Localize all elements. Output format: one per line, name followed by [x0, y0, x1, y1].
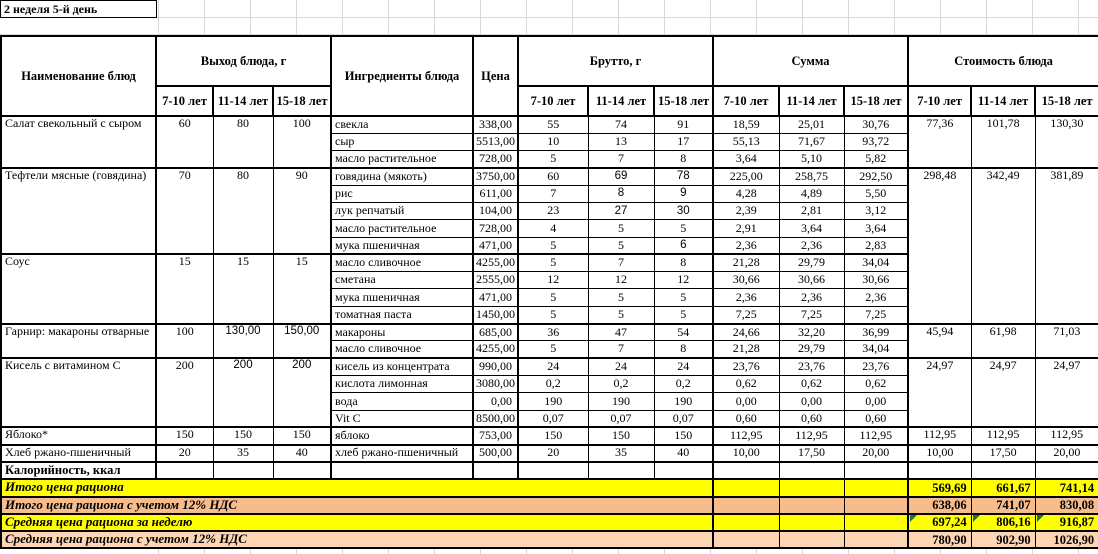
summary-value-cell[interactable] — [908, 531, 971, 548]
table-row — [1, 324, 1098, 341]
sum-cell[interactable]: 292,50 — [844, 168, 908, 185]
header-output-age-1[interactable]: 7-10 лет — [156, 86, 213, 116]
gross-cell[interactable]: 20 — [518, 445, 588, 462]
summary-label-cell[interactable]: Итого цена рациона с учетом 12% НДС — [1, 497, 713, 514]
summary-label-cell[interactable]: Итого цена рациона — [1, 479, 713, 496]
header-cost-age-1[interactable]: 7-10 лет — [908, 86, 971, 116]
dish-output-cell[interactable]: 80 — [213, 168, 273, 254]
ingredient-name-cell[interactable]: кислота лимонная — [331, 375, 473, 392]
ingredient-price-cell[interactable]: 8500,00 — [473, 410, 518, 427]
summary-value-cell[interactable] — [908, 479, 971, 496]
gross-cell[interactable]: 5 — [654, 220, 713, 237]
sheet-title-cell[interactable] — [0, 0, 157, 18]
dish-output-cell[interactable]: 15 — [156, 254, 213, 323]
dish-name-cell[interactable]: Соус — [1, 254, 156, 323]
sum-cell[interactable]: 0,60 — [779, 410, 844, 427]
ingredient-name-cell[interactable]: рис — [331, 185, 473, 202]
cost-cell[interactable]: 77,36 — [908, 116, 971, 168]
ingredient-name-cell[interactable]: макароны — [331, 324, 473, 341]
sum-cell[interactable]: 2,36 — [779, 237, 844, 254]
dish-output-cell[interactable]: 40 — [273, 445, 331, 462]
summary-value: 902,90 — [996, 532, 1031, 547]
cost-cell[interactable]: 381,89 — [1035, 168, 1098, 324]
gross-cell[interactable]: 5 — [518, 237, 588, 254]
gross-cell[interactable]: 5 — [654, 306, 713, 323]
empty-cell[interactable] — [971, 462, 1035, 479]
empty-cell[interactable] — [156, 462, 213, 479]
gross-cell[interactable]: 5 — [588, 237, 654, 254]
ingredient-name-cell[interactable]: свекла — [331, 116, 473, 133]
dish-output-cell[interactable]: 200 — [273, 358, 331, 427]
empty-cell[interactable] — [908, 462, 971, 479]
gross-cell[interactable]: 17 — [654, 133, 713, 150]
summary-row — [1, 531, 1098, 548]
sum-cell[interactable]: 112,95 — [779, 427, 844, 444]
summary-value-cell[interactable] — [1035, 497, 1098, 514]
dish-output-cell[interactable]: 35 — [213, 445, 273, 462]
ingredient-price-cell[interactable]: 611,00 — [473, 185, 518, 202]
ingredient-price-cell[interactable]: 728,00 — [473, 220, 518, 237]
sum-cell[interactable]: 34,04 — [844, 341, 908, 358]
dish-output-cell[interactable]: 150 — [273, 427, 331, 444]
table-body — [1, 116, 1098, 548]
sum-cell[interactable]: 17,50 — [779, 445, 844, 462]
gross-cell[interactable]: 7 — [588, 151, 654, 168]
gross-cell[interactable]: 47 — [588, 324, 654, 341]
header-cost-group[interactable]: Стоимость блюда — [908, 36, 1098, 86]
dish-output-cell[interactable]: 200 — [213, 358, 273, 427]
cost-cell[interactable]: 101,78 — [971, 116, 1035, 168]
ingredient-name-cell[interactable]: масло растительное — [331, 151, 473, 168]
cost-cell[interactable]: 45,94 — [908, 324, 971, 359]
table-row — [1, 116, 1098, 133]
sum-cell[interactable]: 23,76 — [779, 358, 844, 375]
cost-cell[interactable]: 20,00 — [1035, 445, 1098, 462]
sum-cell[interactable]: 3,64 — [844, 220, 908, 237]
empty-cell[interactable] — [473, 462, 518, 479]
cost-cell[interactable]: 298,48 — [908, 168, 971, 324]
gross-cell[interactable]: 13 — [588, 133, 654, 150]
table-row — [1, 445, 1098, 462]
gross-cell[interactable]: 0,07 — [654, 410, 713, 427]
dish-output-cell[interactable]: 20 — [156, 445, 213, 462]
header-sum-group[interactable]: Сумма — [713, 36, 908, 86]
empty-cell[interactable] — [713, 514, 779, 531]
calories-label-cell[interactable]: Калорийность, ккал — [1, 462, 156, 479]
gross-cell[interactable]: 4 — [518, 220, 588, 237]
header-sum-age-2[interactable]: 11-14 лет — [779, 86, 844, 116]
sum-cell[interactable]: 24,66 — [713, 324, 779, 341]
gross-cell[interactable]: 69 — [588, 168, 654, 185]
ingredient-price-cell[interactable]: 471,00 — [473, 289, 518, 306]
dish-output-cell[interactable]: 200 — [156, 358, 213, 427]
summary-value-cell[interactable] — [971, 497, 1035, 514]
ingredient-price-cell[interactable]: 4255,00 — [473, 254, 518, 271]
dish-output-cell[interactable]: 60 — [156, 116, 213, 168]
empty-cell[interactable] — [779, 479, 844, 496]
sum-cell[interactable]: 4,89 — [779, 185, 844, 202]
summary-value: 830,08 — [1059, 497, 1095, 512]
sum-cell[interactable]: 0,00 — [713, 393, 779, 410]
gross-cell[interactable]: 12 — [518, 272, 588, 289]
sum-cell[interactable]: 2,36 — [779, 289, 844, 306]
summary-value-cell[interactable] — [1035, 514, 1098, 531]
ingredient-price-cell[interactable]: 104,00 — [473, 202, 518, 219]
summary-value-cell[interactable] — [971, 514, 1035, 531]
gross-cell[interactable]: 190 — [654, 393, 713, 410]
ingredient-price-cell[interactable]: 990,00 — [473, 358, 518, 375]
gross-cell[interactable]: 5 — [518, 289, 588, 306]
empty-cell[interactable] — [588, 462, 654, 479]
dish-name-cell[interactable]: Яблоко* — [1, 427, 156, 444]
gross-cell[interactable]: 150 — [518, 427, 588, 444]
header-cost-age-2[interactable]: 11-14 лет — [971, 86, 1035, 116]
gross-cell[interactable]: 10 — [518, 133, 588, 150]
empty-cell[interactable] — [844, 497, 908, 514]
error-flag-icon — [973, 515, 980, 522]
sum-cell[interactable]: 3,64 — [779, 220, 844, 237]
sum-cell[interactable]: 2,36 — [713, 237, 779, 254]
empty-cell[interactable] — [518, 462, 588, 479]
sum-cell[interactable]: 3,12 — [844, 202, 908, 219]
sum-cell[interactable]: 21,28 — [713, 341, 779, 358]
sum-cell[interactable]: 5,82 — [844, 151, 908, 168]
dish-output-cell[interactable]: 150,00 — [273, 324, 331, 359]
cost-cell[interactable]: 10,00 — [908, 445, 971, 462]
ingredient-price-cell[interactable]: 2555,00 — [473, 272, 518, 289]
ingredient-price-cell[interactable]: 500,00 — [473, 445, 518, 462]
gross-cell[interactable]: 5 — [518, 306, 588, 323]
sum-cell[interactable]: 2,39 — [713, 202, 779, 219]
ingredient-name-cell[interactable]: мука пшеничная — [331, 237, 473, 254]
summary-value-cell[interactable] — [971, 531, 1035, 548]
empty-cell[interactable] — [654, 462, 713, 479]
gross-cell[interactable]: 8 — [654, 151, 713, 168]
ingredient-price-cell[interactable]: 1450,00 — [473, 306, 518, 323]
summary-value: 638,06 — [932, 497, 967, 512]
empty-cell[interactable] — [713, 479, 779, 496]
ingredient-price-cell[interactable]: 685,00 — [473, 324, 518, 341]
calories-row — [1, 462, 1098, 479]
sum-cell[interactable]: 93,72 — [844, 133, 908, 150]
sum-cell[interactable]: 2,83 — [844, 237, 908, 254]
table-row — [1, 358, 1098, 375]
gross-cell[interactable]: 0,07 — [518, 410, 588, 427]
summary-value: 697,24 — [932, 515, 967, 530]
empty-cell[interactable] — [779, 531, 844, 548]
ingredient-price-cell[interactable]: 3080,00 — [473, 375, 518, 392]
ingredient-price-cell[interactable]: 5513,00 — [473, 133, 518, 150]
ingredient-name-cell[interactable]: вода — [331, 393, 473, 410]
dish-name-cell[interactable]: Тефтели мясные (говядина) — [1, 168, 156, 254]
ingredient-name-cell[interactable]: мука пшеничная — [331, 289, 473, 306]
gross-cell[interactable]: 9 — [654, 185, 713, 202]
gross-cell[interactable]: 91 — [654, 116, 713, 133]
empty-cell[interactable] — [273, 462, 331, 479]
sum-cell[interactable]: 32,20 — [779, 324, 844, 341]
empty-cell[interactable] — [779, 514, 844, 531]
gross-cell[interactable]: 24 — [518, 358, 588, 375]
sum-cell[interactable]: 112,95 — [713, 427, 779, 444]
sum-cell[interactable]: 20,00 — [844, 445, 908, 462]
header-ingredients[interactable]: Ингредиенты блюда — [331, 36, 473, 116]
sum-cell[interactable]: 2,36 — [844, 289, 908, 306]
gridline — [0, 17, 1098, 18]
summary-value: 569,69 — [932, 480, 967, 495]
sum-cell[interactable]: 30,66 — [713, 272, 779, 289]
header-sum-age-3[interactable]: 15-18 лет — [844, 86, 908, 116]
sum-cell[interactable]: 30,66 — [844, 272, 908, 289]
ingredient-name-cell[interactable]: лук репчатый — [331, 202, 473, 219]
sum-cell[interactable]: 2,91 — [713, 220, 779, 237]
dish-output-cell[interactable]: 150 — [156, 427, 213, 444]
cost-cell[interactable]: 112,95 — [908, 427, 971, 444]
dish-output-cell[interactable]: 100 — [273, 116, 331, 168]
dish-output-cell[interactable]: 15 — [213, 254, 273, 323]
sum-cell[interactable]: 71,67 — [779, 133, 844, 150]
sum-cell[interactable]: 18,59 — [713, 116, 779, 133]
table-row — [1, 168, 1098, 185]
empty-cell[interactable] — [713, 531, 779, 548]
gross-cell[interactable]: 5 — [588, 220, 654, 237]
empty-cell[interactable] — [844, 462, 908, 479]
cost-cell[interactable]: 112,95 — [1035, 427, 1098, 444]
gross-cell[interactable]: 190 — [518, 393, 588, 410]
summary-value: 741,14 — [1059, 480, 1095, 495]
sum-cell[interactable]: 7,25 — [779, 306, 844, 323]
summary-value: 806,16 — [996, 515, 1031, 530]
empty-cell[interactable] — [779, 462, 844, 479]
summary-value: 780,90 — [932, 532, 967, 547]
sum-cell[interactable]: 258,75 — [779, 168, 844, 185]
gross-cell[interactable]: 7 — [588, 341, 654, 358]
ingredient-name-cell[interactable]: сыр — [331, 133, 473, 150]
dish-output-cell[interactable]: 150 — [213, 427, 273, 444]
dish-output-cell[interactable]: 15 — [273, 254, 331, 323]
sum-cell[interactable]: 5,50 — [844, 185, 908, 202]
cost-cell[interactable]: 130,30 — [1035, 116, 1098, 168]
gross-cell[interactable]: 12 — [588, 272, 654, 289]
sum-cell[interactable]: 36,99 — [844, 324, 908, 341]
gross-cell[interactable]: 40 — [654, 445, 713, 462]
summary-value-cell[interactable] — [971, 479, 1035, 496]
ingredient-name-cell[interactable]: яблоко — [331, 427, 473, 444]
header-output-age-2[interactable]: 11-14 лет — [213, 86, 273, 116]
sum-cell[interactable]: 10,00 — [713, 445, 779, 462]
gross-cell[interactable]: 24 — [654, 358, 713, 375]
sum-cell[interactable]: 30,76 — [844, 116, 908, 133]
gross-cell[interactable]: 150 — [654, 427, 713, 444]
gross-cell[interactable]: 5 — [518, 151, 588, 168]
gross-cell[interactable]: 12 — [654, 272, 713, 289]
cost-cell[interactable]: 24,97 — [971, 358, 1035, 427]
dish-name-cell[interactable]: Хлеб ржано-пшеничный — [1, 445, 156, 462]
error-flag-icon — [1037, 515, 1044, 522]
header-gross-age-3[interactable]: 15-18 лет — [654, 86, 713, 116]
empty-cell[interactable] — [331, 462, 473, 479]
gross-cell[interactable]: 0,07 — [588, 410, 654, 427]
ingredient-name-cell[interactable]: кисель из концентрата — [331, 358, 473, 375]
ingredient-name-cell[interactable]: сметана — [331, 272, 473, 289]
gross-cell[interactable]: 150 — [588, 427, 654, 444]
sum-cell[interactable]: 4,28 — [713, 185, 779, 202]
cost-cell[interactable]: 24,97 — [908, 358, 971, 427]
dish-output-cell[interactable]: 130,00 — [213, 324, 273, 359]
header-gross-group[interactable]: Брутто, г — [518, 36, 713, 86]
sum-cell[interactable]: 0,00 — [779, 393, 844, 410]
empty-cell[interactable] — [213, 462, 273, 479]
summary-value: 1026,90 — [1053, 532, 1095, 547]
gross-cell[interactable]: 74 — [588, 116, 654, 133]
ingredient-name-cell[interactable]: хлеб ржано-пшеничный — [331, 445, 473, 462]
gross-cell[interactable]: 35 — [588, 445, 654, 462]
sum-cell[interactable]: 0,62 — [713, 375, 779, 392]
empty-cell[interactable] — [844, 479, 908, 496]
summary-value: 916,87 — [1059, 515, 1095, 530]
gross-cell[interactable]: 0,2 — [518, 375, 588, 392]
cost-cell[interactable]: 61,98 — [971, 324, 1035, 359]
ingredient-price-cell[interactable]: 4255,00 — [473, 341, 518, 358]
table-row — [1, 427, 1098, 444]
gross-cell[interactable]: 36 — [518, 324, 588, 341]
ingredient-price-cell[interactable]: 471,00 — [473, 237, 518, 254]
sum-cell[interactable]: 23,76 — [844, 358, 908, 375]
ingredient-name-cell[interactable]: говядина (мякоть) — [331, 168, 473, 185]
gross-cell[interactable]: 8 — [654, 254, 713, 271]
cost-cell[interactable]: 342,49 — [971, 168, 1035, 324]
ingredient-price-cell[interactable]: 3750,00 — [473, 168, 518, 185]
summary-value-cell[interactable] — [1035, 479, 1098, 496]
ingredient-price-cell[interactable]: 0,00 — [473, 393, 518, 410]
empty-cell[interactable] — [844, 514, 908, 531]
gross-cell[interactable]: 24 — [588, 358, 654, 375]
empty-cell[interactable] — [713, 497, 779, 514]
header-price[interactable]: Цена — [473, 36, 518, 116]
cost-cell[interactable]: 112,95 — [971, 427, 1035, 444]
summary-row — [1, 514, 1098, 531]
summary-value-cell[interactable] — [908, 514, 971, 531]
gross-cell[interactable]: 5 — [518, 341, 588, 358]
ingredient-price-cell[interactable]: 753,00 — [473, 427, 518, 444]
sum-cell[interactable]: 29,79 — [779, 341, 844, 358]
ingredient-name-cell[interactable]: масло сливочное — [331, 254, 473, 271]
empty-cell[interactable] — [844, 531, 908, 548]
ingredient-price-cell[interactable]: 338,00 — [473, 116, 518, 133]
ingredient-name-cell[interactable]: масло сливочное — [331, 341, 473, 358]
sum-cell[interactable]: 225,00 — [713, 168, 779, 185]
sum-cell[interactable]: 0,60 — [713, 410, 779, 427]
summary-value-cell[interactable] — [908, 497, 971, 514]
sum-cell[interactable]: 7,25 — [713, 306, 779, 323]
gross-cell[interactable]: 5 — [654, 289, 713, 306]
header-sum-age-1[interactable]: 7-10 лет — [713, 86, 779, 116]
gross-cell[interactable]: 7 — [588, 254, 654, 271]
empty-cell[interactable] — [713, 462, 779, 479]
gross-cell[interactable]: 78 — [654, 168, 713, 185]
header-gross-age-1[interactable]: 7-10 лет — [518, 86, 588, 116]
sum-cell[interactable]: 7,25 — [844, 306, 908, 323]
sum-cell[interactable]: 3,64 — [713, 151, 779, 168]
sum-cell[interactable]: 34,04 — [844, 254, 908, 271]
ingredient-name-cell[interactable]: Vit C — [331, 410, 473, 427]
sum-cell[interactable]: 112,95 — [844, 427, 908, 444]
gross-cell[interactable]: 5 — [588, 306, 654, 323]
summary-value: 741,07 — [996, 497, 1031, 512]
sum-cell[interactable]: 0,62 — [779, 375, 844, 392]
summary-label-cell[interactable]: Средняя цена рациона за неделю — [1, 514, 713, 531]
dish-name-cell[interactable]: Салат свекольный с сыром — [1, 116, 156, 168]
cost-cell[interactable]: 71,03 — [1035, 324, 1098, 359]
sum-cell[interactable]: 21,28 — [713, 254, 779, 271]
sum-cell[interactable]: 0,60 — [844, 410, 908, 427]
gross-cell[interactable]: 27 — [588, 202, 654, 219]
sum-cell[interactable]: 55,13 — [713, 133, 779, 150]
summary-row — [1, 497, 1098, 514]
dish-name-cell[interactable]: Гарнир: макароны отварные — [1, 324, 156, 359]
gross-cell[interactable]: 190 — [588, 393, 654, 410]
header-gross-age-2[interactable]: 11-14 лет — [588, 86, 654, 116]
gross-cell[interactable]: 0,2 — [588, 375, 654, 392]
header-output-age-3[interactable]: 15-18 лет — [273, 86, 331, 116]
gross-cell[interactable]: 8 — [654, 341, 713, 358]
ingredient-name-cell[interactable]: масло растительное — [331, 220, 473, 237]
menu-cost-table — [0, 35, 1098, 549]
sheet-title: 2 неделя 5-й день — [4, 2, 98, 16]
sum-cell[interactable]: 0,00 — [844, 393, 908, 410]
gross-cell[interactable]: 7 — [518, 185, 588, 202]
ingredient-name-cell[interactable]: томатная паста — [331, 306, 473, 323]
sum-cell[interactable]: 2,81 — [779, 202, 844, 219]
cost-cell[interactable]: 17,50 — [971, 445, 1035, 462]
summary-value: 661,67 — [996, 480, 1031, 495]
header-output-group[interactable]: Выход блюда, г — [156, 36, 331, 86]
dish-output-cell[interactable]: 100 — [156, 324, 213, 359]
summary-row — [1, 479, 1098, 496]
dish-output-cell[interactable]: 90 — [273, 168, 331, 254]
sum-cell[interactable]: 2,36 — [713, 289, 779, 306]
header-dish-name[interactable]: Наименование блюд — [1, 36, 156, 116]
error-flag-icon — [910, 515, 917, 522]
header-cost-age-3[interactable]: 15-18 лет — [1035, 86, 1098, 116]
gross-cell[interactable]: 54 — [654, 324, 713, 341]
ingredient-price-cell[interactable]: 728,00 — [473, 151, 518, 168]
sum-cell[interactable]: 0,62 — [844, 375, 908, 392]
dish-output-cell[interactable]: 70 — [156, 168, 213, 254]
dish-output-cell[interactable]: 80 — [213, 116, 273, 168]
cost-cell[interactable]: 24,97 — [1035, 358, 1098, 427]
sum-cell[interactable]: 30,66 — [779, 272, 844, 289]
sum-cell[interactable]: 29,79 — [779, 254, 844, 271]
sum-cell[interactable]: 23,76 — [713, 358, 779, 375]
gross-cell[interactable]: 0,2 — [654, 375, 713, 392]
gross-cell[interactable]: 6 — [654, 237, 713, 254]
summary-value-cell[interactable] — [1035, 531, 1098, 548]
gross-cell[interactable]: 30 — [654, 202, 713, 219]
gross-cell[interactable]: 60 — [518, 168, 588, 185]
sum-cell[interactable]: 25,01 — [779, 116, 844, 133]
empty-cell[interactable] — [1035, 462, 1098, 479]
gross-cell[interactable]: 55 — [518, 116, 588, 133]
empty-cell[interactable] — [779, 497, 844, 514]
gross-cell[interactable]: 5 — [518, 254, 588, 271]
gross-cell[interactable]: 23 — [518, 202, 588, 219]
sum-cell[interactable]: 5,10 — [779, 151, 844, 168]
dish-name-cell[interactable]: Кисель с витамином С — [1, 358, 156, 427]
gross-cell[interactable]: 8 — [588, 185, 654, 202]
summary-label-cell[interactable]: Средняя цена рациона с учетом 12% НДС — [1, 531, 713, 548]
gross-cell[interactable]: 5 — [588, 289, 654, 306]
